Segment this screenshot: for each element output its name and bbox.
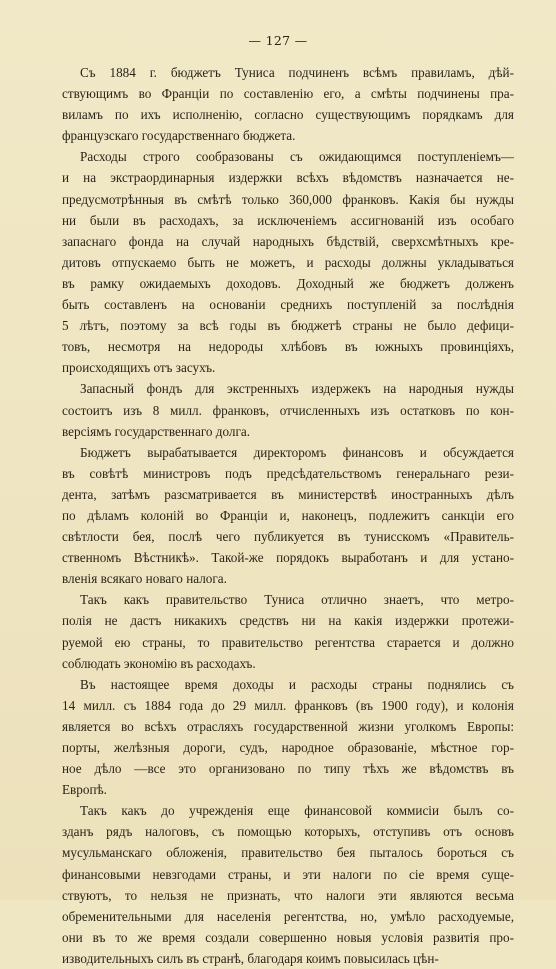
paragraph — [62, 674, 514, 801]
text-line: дитовъ отпускаемо быть не можетъ, и расходы должны укладываться — [62, 254, 514, 270]
text-line: обременительными для населенія регентства, но, умѣло расходуемые, — [62, 908, 514, 924]
body-text — [62, 62, 514, 969]
text-line: товъ, несмотря на недороды хлѣбовъ въ южныхъ провинціяхъ, — [62, 339, 514, 355]
text-line: 14 милл. съ 1884 года до 29 милл. франковъ (въ 1900 году), и колонія — [62, 697, 514, 713]
text-line: полія не дастъ никакихъ средствъ ни на какія издержки протежи- — [62, 613, 514, 629]
text-line: предусмотрѣнныя въ смѣтѣ только 360,000 франковъ. Какія бы нужды — [62, 191, 514, 207]
text-line: ствуютъ, то нельзя не признать, что налоги эти являются весьма — [62, 887, 514, 903]
text-line: порты, желѣзныя дороги, судъ, народное образованіе, мѣстное гор- — [62, 740, 514, 755]
text-line: ствующимъ во Франціи по составленію его, а смѣты подчинены пра- — [62, 86, 514, 102]
text-line: Бюджетъ вырабатывается директоромъ финансовъ и обсуждается — [80, 444, 514, 460]
text-line: свѣтлости бея, послѣ чего публикуется въ тунисскомъ «Правитель- — [62, 529, 514, 545]
text-line: происходящихъ отъ засухъ. — [62, 360, 216, 376]
text-line: Такъ какъ правительство Туниса отлично знаетъ, что метро- — [80, 592, 514, 608]
text-line: Такъ какъ до учрежденія еще финансовой коммисіи былъ со- — [80, 803, 514, 819]
text-line: ственномъ Вѣстникѣ». Такой-же порядокъ выработанъ и для устано- — [62, 550, 514, 566]
text-line: Запасный фондъ для экстренныхъ издержекъ на народныя нужды — [80, 381, 514, 397]
text-line: зданъ рядъ налоговъ, съ помощью которыхъ, отступивъ отъ основъ — [62, 824, 514, 840]
text-line: они въ то же время создали совершенно новыя условія развитія про- — [62, 929, 514, 945]
text-line: по дѣламъ колоній во Франціи и, наконецъ, подлежитъ санкціи его — [62, 507, 514, 523]
text-line: состоитъ изъ 8 милл. франковъ, отчисленныхъ изъ остатковъ по кон- — [62, 402, 514, 418]
text-line: въ рамку ожидаемыхъ доходовъ. Доходный же бюджетъ долженъ — [62, 275, 514, 291]
text-line: Съ 1884 г. бюджетъ Туниса подчиненъ всѣмъ правиламъ, дѣй- — [80, 65, 514, 80]
text-line: Расходы строго сообразованы съ ожидающимся поступленіемъ— — [80, 149, 514, 165]
text-line: ни были въ расходахъ, за исключеніемъ ассигнованій изъ особаго — [62, 212, 514, 228]
text-line: Европѣ. — [62, 782, 107, 798]
text-line: и на экстраординарныя издержки всѣхъ вѣдомствъ назначается не- — [62, 170, 514, 186]
paragraph — [62, 589, 514, 673]
text-line: Въ настоящее время доходы и расходы страны поднялись съ — [80, 676, 514, 692]
text-line: ное дѣло —все это организовано по типу тѣхъ же вѣдомствъ въ — [62, 761, 514, 777]
text-line: соблюдать экономію въ расходахъ. — [62, 655, 256, 671]
text-line: дента, затѣмъ разсматривается въ министерствѣ иностранныхъ дѣлъ — [62, 486, 514, 502]
text-line: версіямъ государственнаго долга. — [62, 423, 251, 439]
text-line: французскаго государственнаго бюджета. — [62, 128, 296, 144]
text-line: изводительныхъ силъ въ странѣ, благодаря коимъ повысилась цѣн- — [62, 950, 439, 966]
text-line: вленія всякаго новаго налога. — [62, 571, 227, 587]
text-line: запаснаго фонда на случай народныхъ бѣдствій, сверхсмѣтныхъ кре- — [62, 233, 514, 249]
text-line: руемой ею страны, то правительство регентства старается и должно — [62, 634, 514, 650]
page-number: — 127 — — [248, 33, 308, 48]
text-line: быть составленъ на основаніи среднихъ поступленій за послѣднія — [62, 297, 514, 313]
paragraph — [62, 800, 514, 969]
text-line: мусульманскаго обложенія, правительство бея пыталось бороться съ — [62, 845, 514, 861]
paragraph — [62, 442, 514, 590]
paragraph — [62, 378, 514, 441]
text-line: виламъ по ихъ исполненію, согласно существующимъ порядкамъ для — [62, 107, 514, 123]
text-line: является во всѣхъ отрасляхъ государственной жизни уголкомъ Европы: — [62, 718, 514, 734]
paragraph — [62, 146, 514, 378]
paragraph — [62, 62, 514, 146]
text-line: финансовыми невзгодами страны, и эти налоги по сіе время суще- — [62, 866, 514, 882]
text-line: 5 лѣтъ, поэтому за всѣ годы въ бюджетѣ страны не было дефици- — [62, 318, 514, 334]
text-line: въ совѣтѣ министровъ подъ предсѣдательствомъ генеральнаго рези- — [62, 465, 514, 481]
